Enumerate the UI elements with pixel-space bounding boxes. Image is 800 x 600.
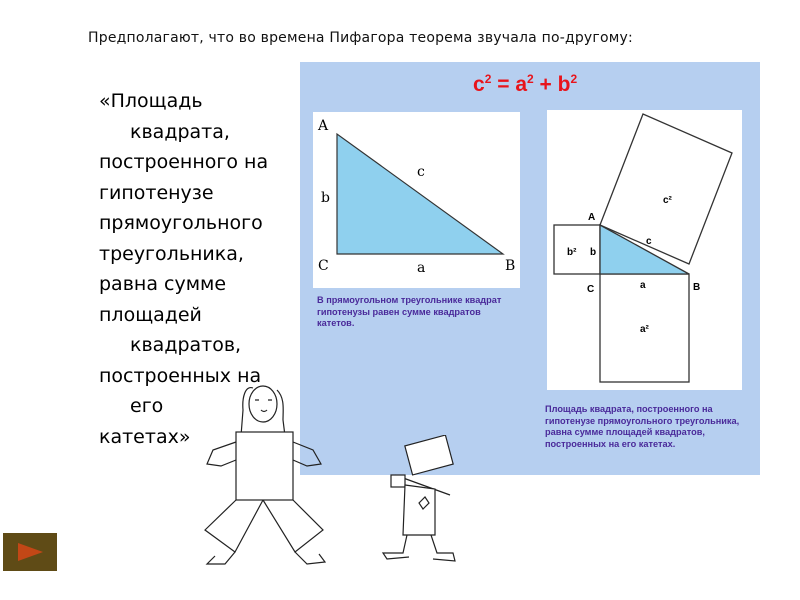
figure-small-head: [391, 475, 405, 487]
quote-line: построенного на: [99, 151, 269, 173]
squares-diagram: [547, 110, 742, 390]
sq-vertex-a-label: A: [588, 212, 596, 223]
cartoon-figure-left: [195, 380, 330, 580]
figure-left-leg: [205, 500, 263, 552]
figure-head: [249, 386, 277, 422]
triangle-card: [313, 112, 520, 288]
next-slide-button[interactable]: [3, 533, 57, 571]
square-a-area-label: a²: [640, 324, 649, 335]
square-c-area-label: c²: [663, 195, 672, 206]
figure-left-arm: [207, 442, 236, 466]
figure-body: [236, 432, 293, 500]
sq-side-a-label: a: [640, 280, 646, 291]
figure-feet: [207, 552, 325, 564]
vertex-b-label: B: [505, 258, 516, 274]
quote-line: равна сумме: [99, 273, 227, 295]
figure-top-hat: [405, 435, 453, 475]
quote-line: «Площадь: [99, 90, 203, 112]
sq-vertex-b-label: B: [693, 282, 701, 293]
sq-vertex-c-label: C: [587, 284, 595, 295]
quote-line: треугольника,: [99, 242, 244, 265]
quote-line: его: [130, 395, 164, 417]
quote-line: площадей: [99, 303, 202, 326]
squares-card: [547, 110, 742, 390]
vertex-c-label: C: [318, 258, 329, 274]
quote-line: гипотенузе: [99, 181, 214, 204]
sq-side-b-label: b: [590, 247, 597, 258]
quote-line: катетах»: [99, 425, 191, 448]
caption-right: Площадь квадрата, построенного на гипотенузе прямоугольного треугольника, равна сумме площадей квадратов, построенных на его катетах.: [545, 404, 740, 449]
square-b-area-label: b²: [567, 247, 577, 258]
side-a-label: a: [417, 260, 426, 276]
vertex-a-label: A: [318, 118, 329, 134]
figure-right-arm: [293, 442, 321, 466]
triangle-shape: [337, 134, 503, 254]
right-triangle-diagram: [313, 112, 520, 288]
figure-small-body: [403, 485, 435, 535]
sq-side-c-label: c: [646, 236, 652, 247]
quote-line: квадрата,: [130, 120, 230, 143]
side-c-label: c: [417, 164, 425, 180]
figure-small-legs: [383, 535, 455, 561]
play-arrow-icon: [18, 543, 43, 561]
cartoon-figure-right: [375, 435, 470, 570]
pythagoras-formula: $c^2 = a^2 + b^2$: [473, 72, 578, 96]
slide-heading: Предполагают, что во времена Пифагора теорема звучала по-другому:: [88, 30, 633, 46]
figure-right-leg: [263, 500, 323, 552]
caption-left: В прямоугольном треугольнике квадрат гипотенузы равен сумме квадратов катетов.: [317, 295, 502, 328]
quote-line: построенных на: [99, 364, 262, 387]
quote-line: прямоугольного: [99, 212, 263, 234]
quote-line: квадратов,: [130, 334, 242, 356]
side-b-label: b: [321, 190, 330, 206]
